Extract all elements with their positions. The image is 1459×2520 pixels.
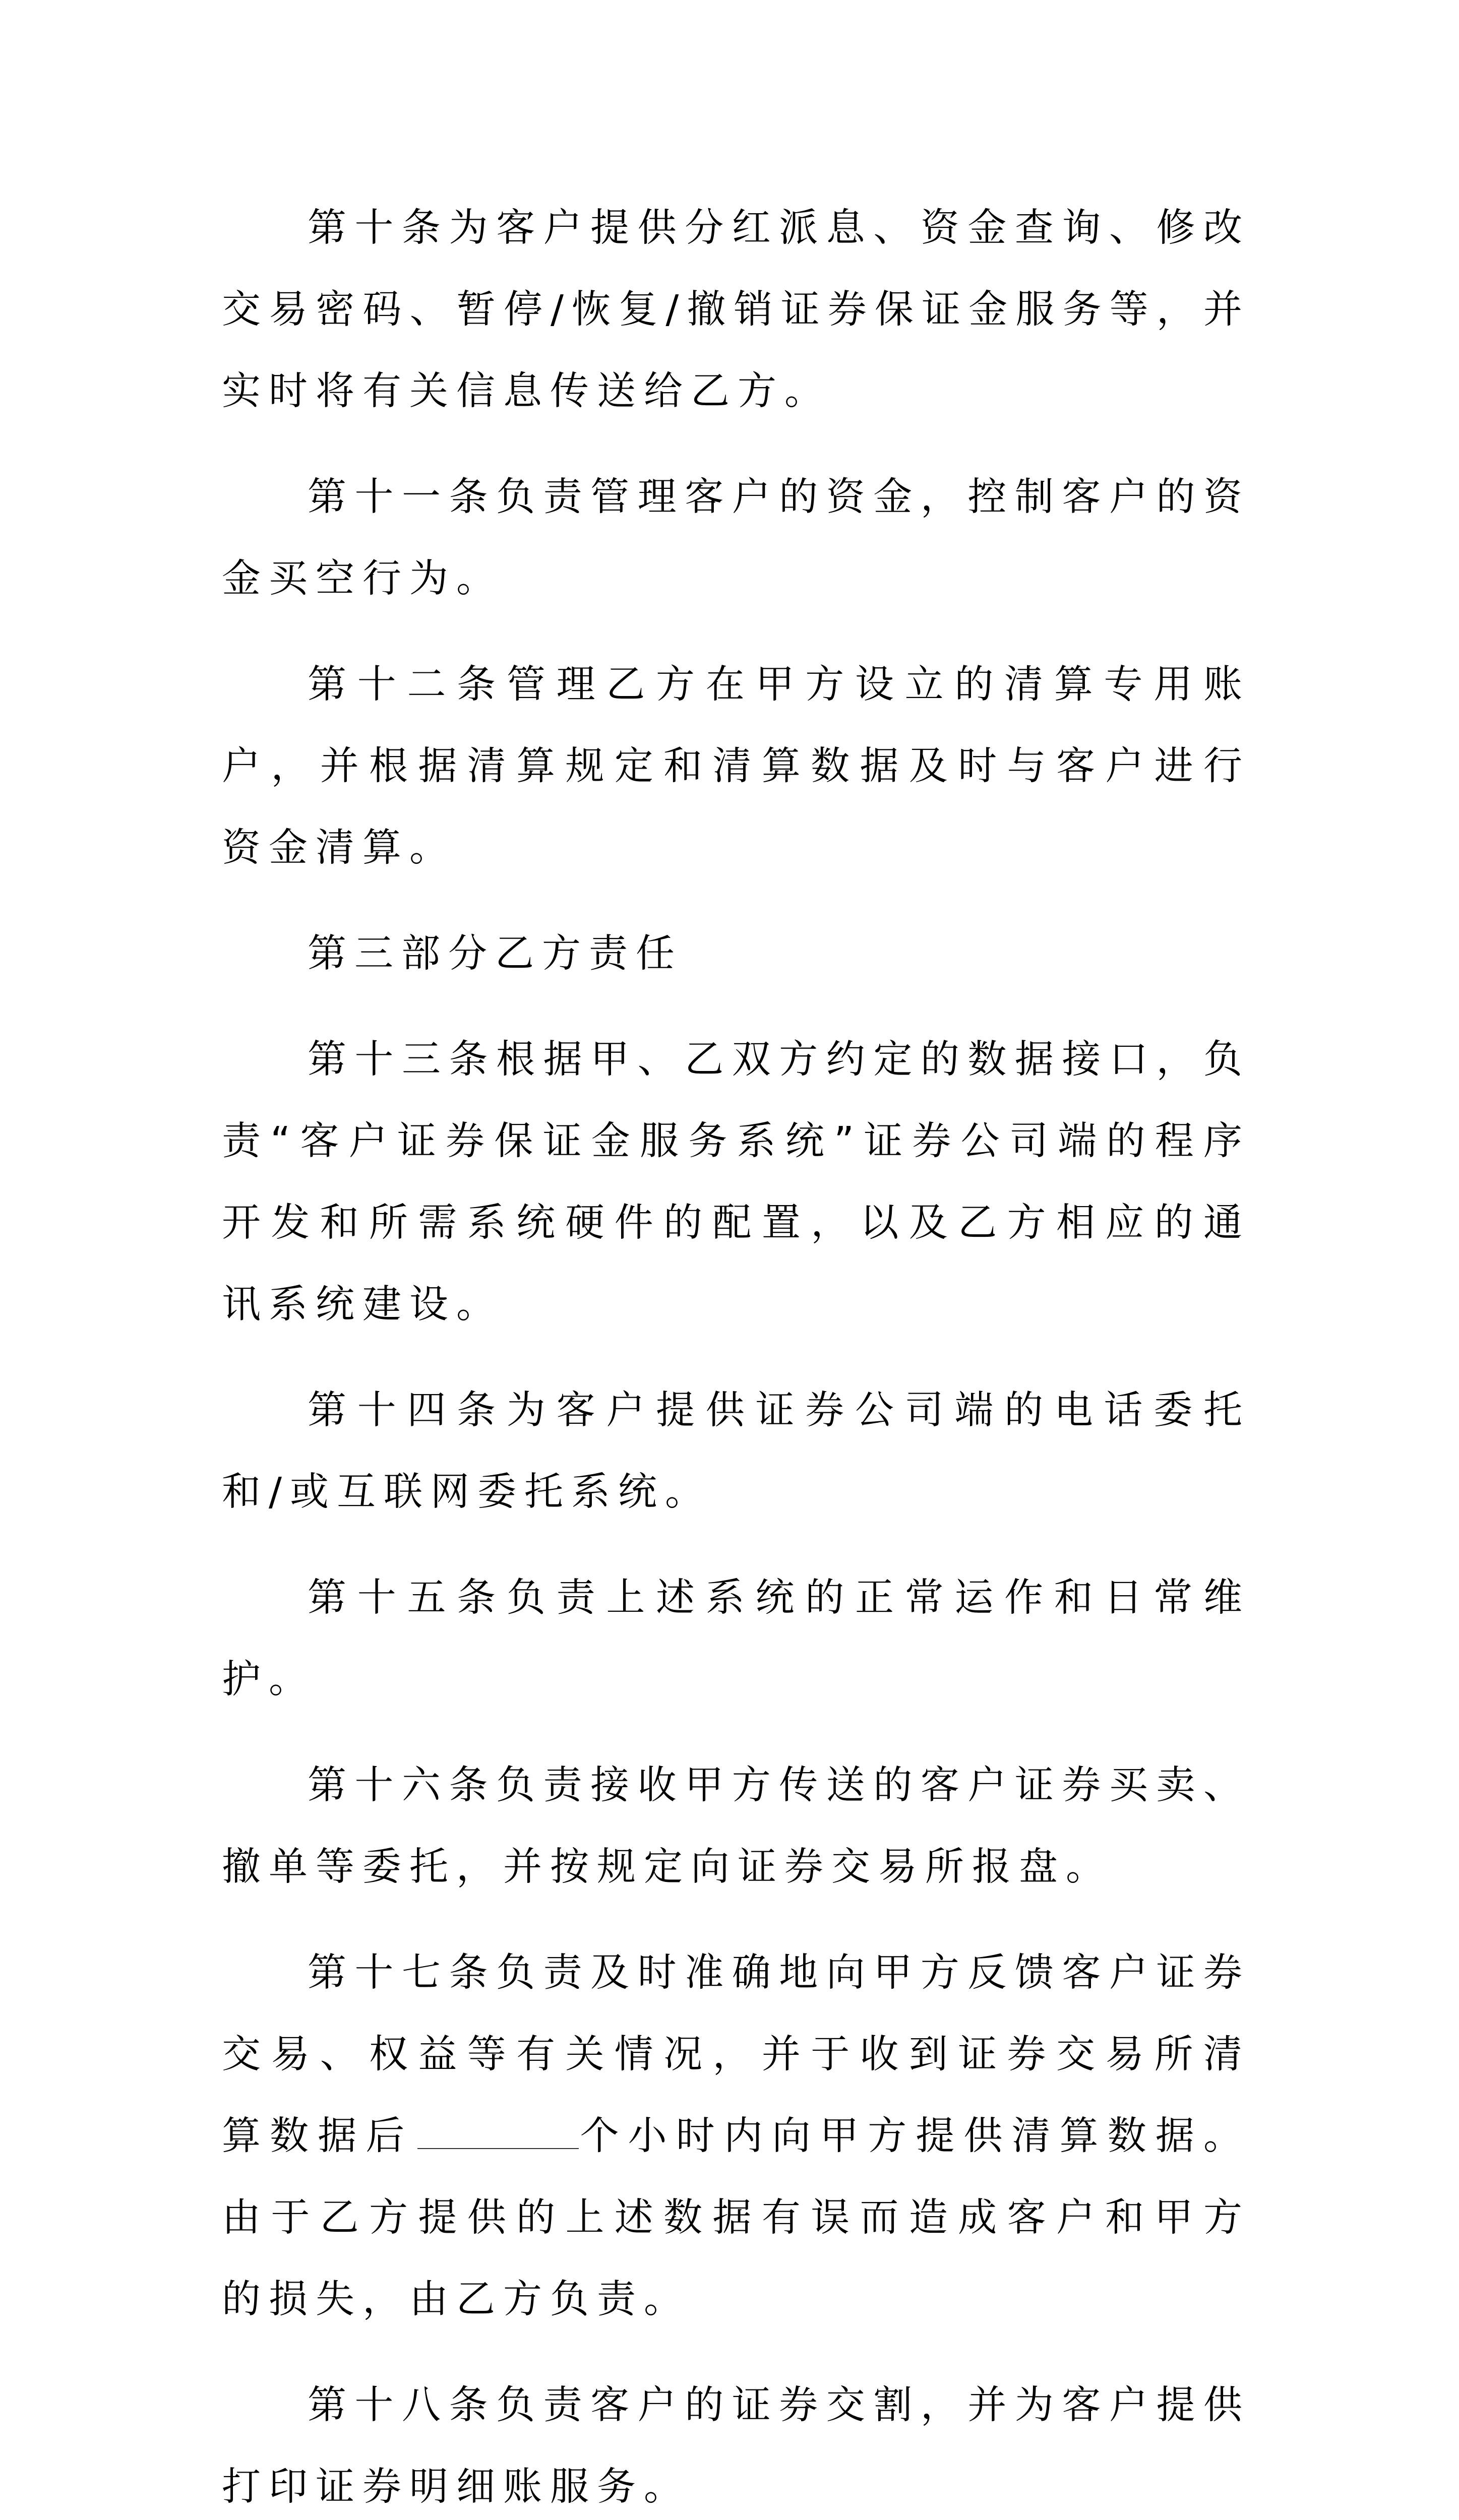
article-17-part-1: 第十七条负责及时准确地向甲方反馈客户证券交易、权益等有关情况，并于收到证券交易所清算数据后	[222, 1950, 1250, 2159]
article-10: 第十条为客户提供分红派息、资金查询、修改交易密码、暂停/恢复/撤销证券保证金服务等，并实时将有关信息传送给乙方。	[222, 206, 1250, 414]
article-14: 第十四条为客户提供证券公司端的电话委托和/或互联网委托系统。	[222, 1388, 1250, 1515]
article-18: 第十八条负责客户的证券交割，并为客户提供打印证券明细账服务。	[222, 2383, 1250, 2509]
article-13: 第十三条根据甲、乙双方约定的数据接口，负责“客户证券保证金服务系统”证券公司端的程序开发和所需系统硬件的配置，以及乙方相应的通讯系统建设。	[222, 1037, 1250, 1327]
article-17	[222, 1932, 1250, 2341]
article-15: 第十五条负责上述系统的正常运作和日常维护。	[222, 1576, 1250, 1702]
article-16: 第十六条负责接收甲方传送的客户证券买卖、撤单等委托，并按规定向证券交易所报盘。	[222, 1763, 1250, 1889]
section-heading-part-3: 第三部分乙方责任	[308, 931, 683, 976]
article-12: 第十二条管理乙方在甲方设立的清算专用账户，并根据清算规定和清算数据及时与客户进行资金清算。	[222, 662, 1250, 870]
article-17-part-2: 个小时内向甲方提供清算数据。由于乙方提供的上述数据有误而造成客户和甲方的损失，由乙方负责。	[222, 2114, 1251, 2322]
fill-in-blank-hours	[417, 2108, 579, 2149]
document-page	[222, 187, 1250, 2520]
article-11: 第十一条负责管理客户的资金，控制客户的资金买空行为。	[222, 475, 1250, 601]
